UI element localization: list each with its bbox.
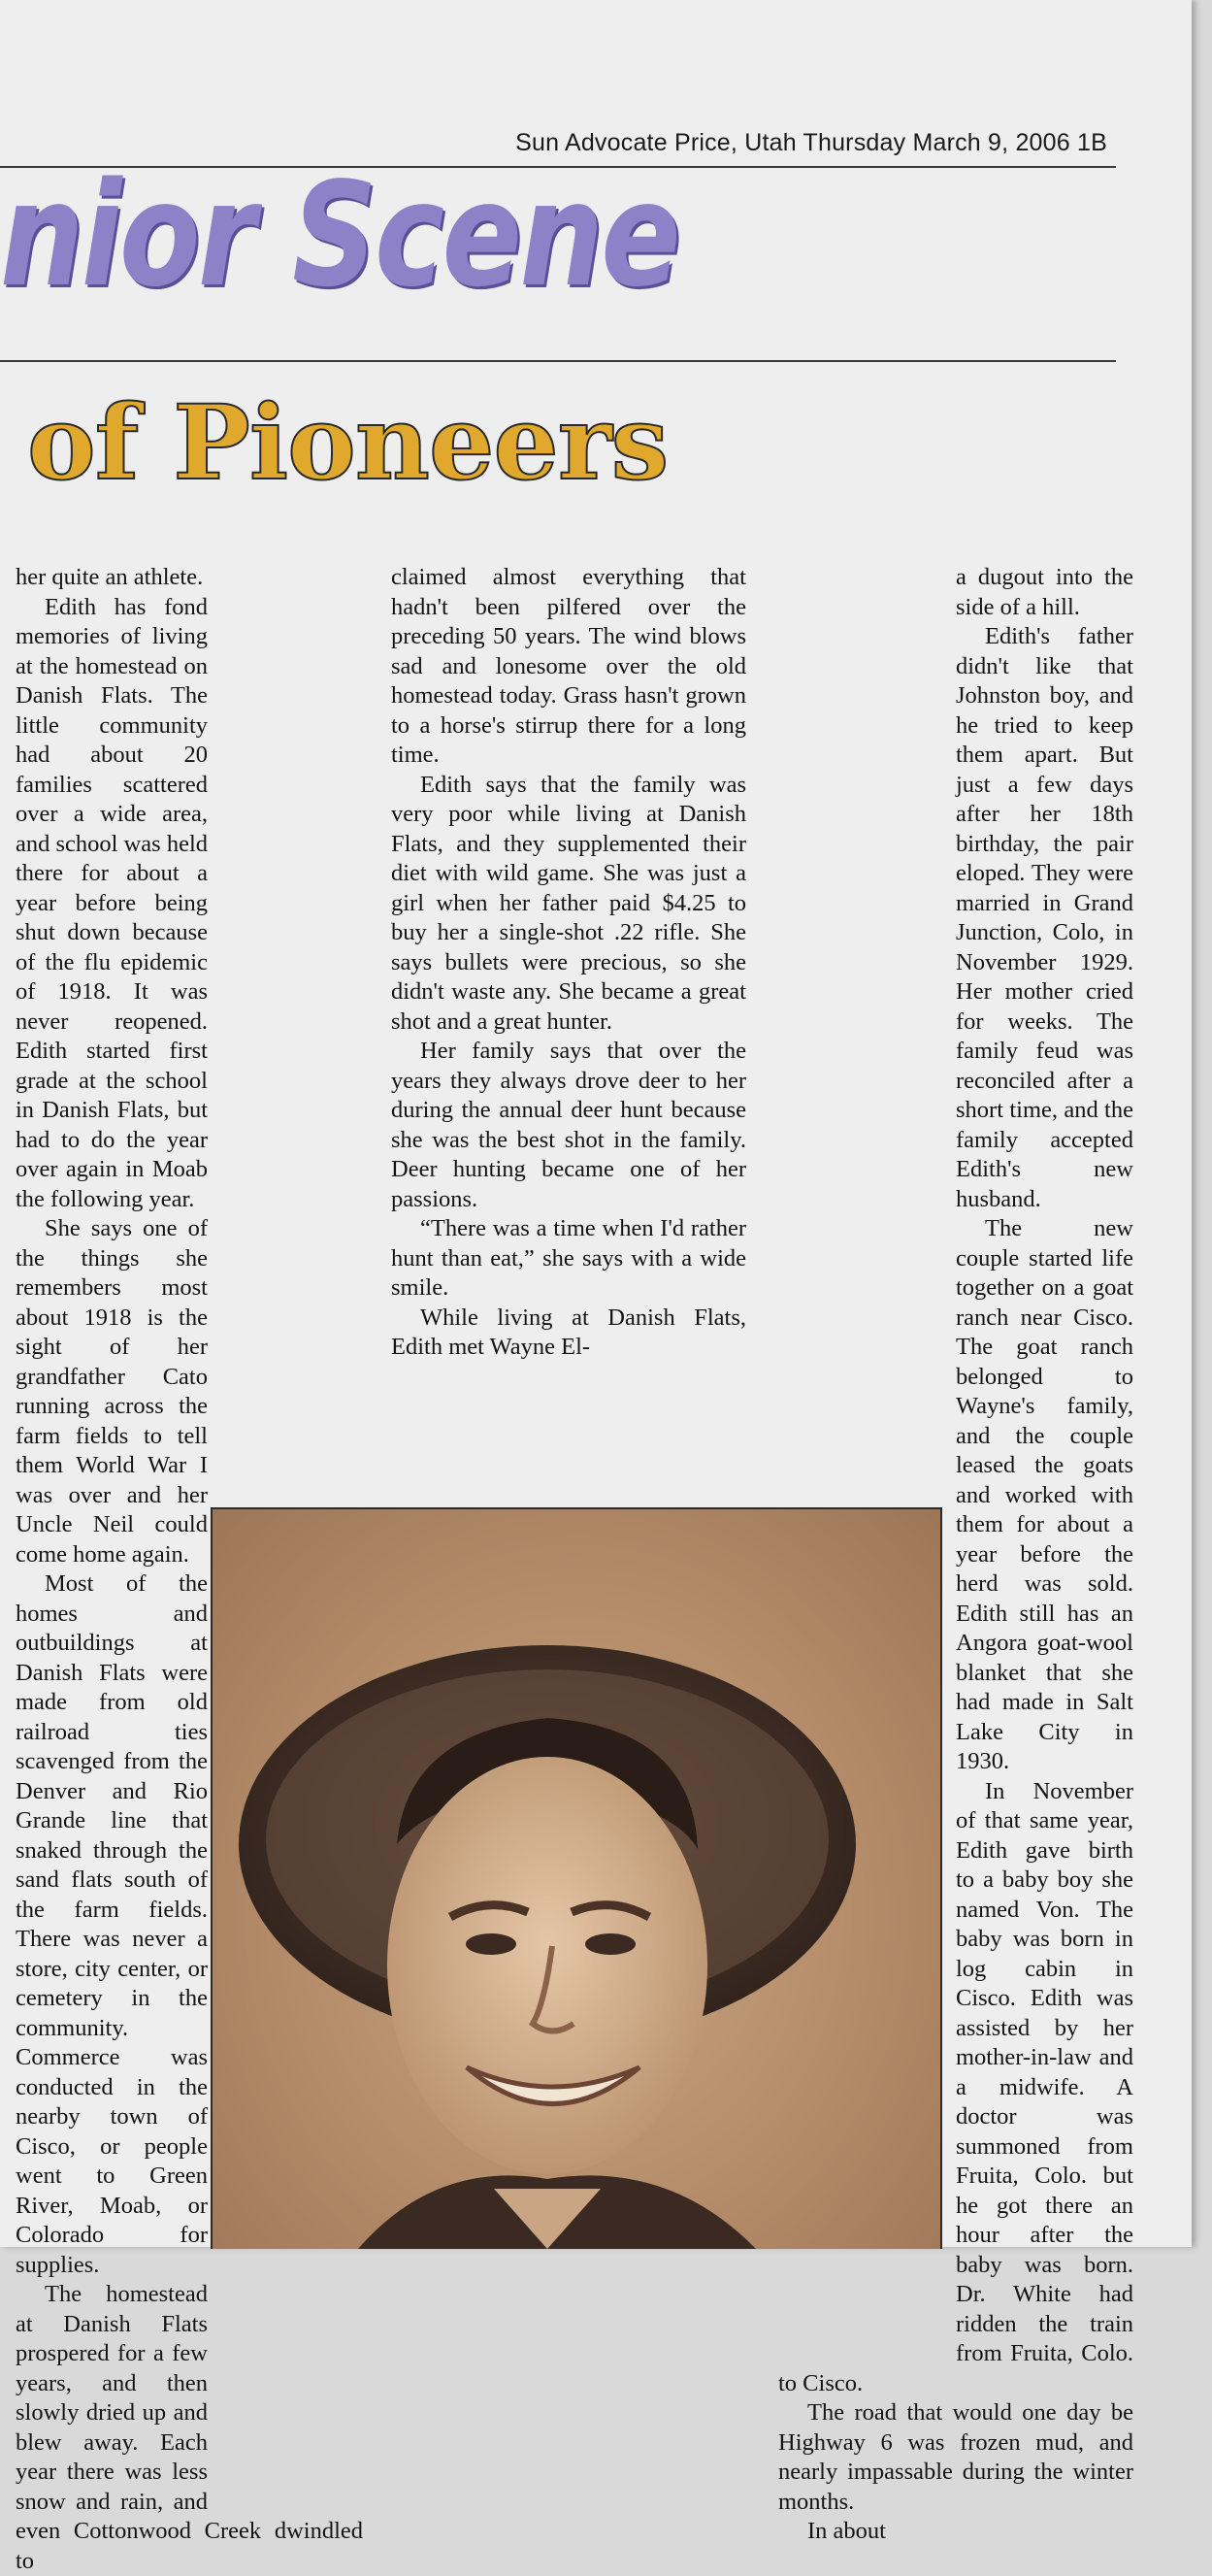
paragraph: In November of that same year, Edith gave birth to a baby boy she named Von. The baby was born in log cabin in Cisco. Edith was assisted by her mother-in-law and a midwife. A doctor was summoned from Fruita, Colo. but he got there an hour after the baby was born. Dr. White had ridden the train from Fruita, Colo. to Cisco. (778, 1777, 1133, 2396)
paragraph: claimed almost everything that hadn't been pilfered over the preceding 50 years. The wind blows sad and lonesome over the old homestead today. Grass hasn't grown to a horse's stirrup there for a long time. (391, 564, 746, 768)
paragraph: Edith has fond memories of living at the homestead on Danish Flats. The little community had about 20 families scattered over a wide area, and school was held there for about a year before being shut down because of the flu epidemic of 1918. It was never reopened. Edith started first grade at the school in Danish Flats, but had to do the year over again in Moab the following year. (16, 593, 208, 1212)
paragraph: Most of the homes and outbuildings at Danish Flats were made from old railroad ties scavenged from the Denver and Rio Grande line that snaked through the sand flats south of the farm fields. There was never a store, city center, or cemetery in the community. Commerce was conducted in the nearby town of Cisco, or people went to Green River, Moab, or Colorado for supplies. (16, 1570, 208, 2278)
page-folio: Sun Advocate Price, Utah Thursday March 9, 2006 1B (515, 129, 1107, 156)
paragraph: While living at Danish Flats, Edith met Wayne El- (391, 1304, 746, 1360)
article-headline: of Pioneers (27, 381, 669, 503)
paragraph: The homestead at Danish Flats prospered for a few years, and then slowly dried up and blew away. Each year there was less snow and rain, and even Cottonwood Creek dwindled to (16, 2281, 363, 2574)
article-column-2 (391, 563, 746, 1363)
paragraph: Edith says that the family was very poor while living at Danish Flats, and they supplemented their diet with wild game. She was just a girl when her father paid $4.25 to buy her a single-shot .22 rifle. She says bullets were precious, so she didn't waste any. She became a great shot and a great hunter. (391, 771, 746, 1035)
paragraph: The road that would one day be Highway 6 was frozen mud, and nearly impassable during the winter months. (778, 2399, 1133, 2515)
section-title: nior Scene (0, 151, 679, 318)
paragraph: In about (807, 2518, 886, 2544)
paragraph: a dugout into the side of a hill. (956, 564, 1133, 620)
paragraph: Edith's father didn't like that Johnston boy, and he tried to keep them apart. But just a few days after her 18th birthday, the pair eloped. They were married in Grand Junction, Colo, in November 1929. Her mother cried for weeks. The family feud was reconciled after a short time, and the family accepted Edith's new husband. (956, 623, 1133, 1212)
paragraph: She says one of the things she remembers most about 1918 is the sight of her grandfather Cato running across the farm fields to tell them World War I was over and her Uncle Neil could come home again. (16, 1215, 208, 1568)
paragraph: her quite an athlete. (16, 564, 204, 590)
portrait-woman-in-hat-icon (213, 1509, 940, 2249)
paragraph: “There was a time when I'd rather hunt than eat,” she says with a wide smile. (391, 1215, 746, 1301)
paragraph: The new couple started life together on a goat ranch near Cisco. The goat ranch belonged to Wayne's family, and the couple leased the goats and worked with them for about a year before the herd was sold. Edith still has an Angora goat-wool blanket that she had made in Salt Lake City in 1930. (956, 1215, 1133, 1774)
paragraph: Her family says that over the years they always drove deer to her during the annual deer hunt because she was the best shot in the family. Deer hunting became one of her passions. (391, 1038, 746, 1212)
portrait-photo (211, 1507, 942, 2249)
section-rule (0, 360, 1116, 362)
